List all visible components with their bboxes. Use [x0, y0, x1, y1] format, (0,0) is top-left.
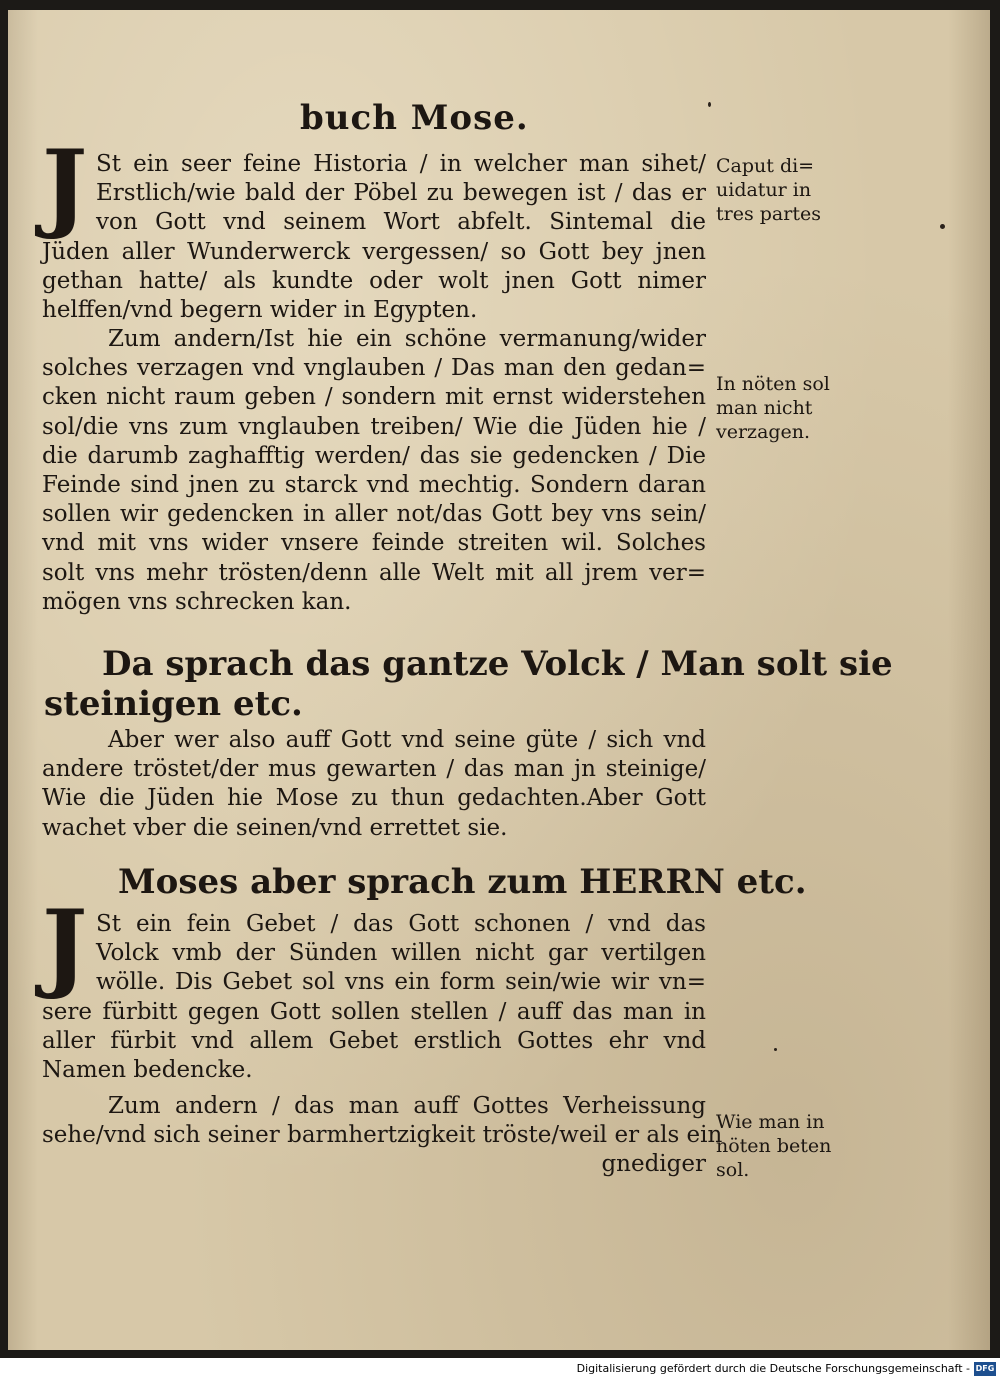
- dfg-logo-icon: DFG: [974, 1362, 996, 1376]
- text-line: Aber wer also auff Gott vnd seine güte / sich vnd: [108, 727, 706, 753]
- margin-note-line: In nöten sol: [716, 373, 830, 395]
- ink-speck: [774, 1048, 777, 1051]
- footer-credit: Digitalisierung gefördert durch die Deutsche Forschungsgemeinschaft -: [576, 1362, 970, 1375]
- margin-note-line: uidatur in: [716, 179, 812, 201]
- margin-note-line: nöten beten: [716, 1135, 832, 1157]
- paragraph: [42, 325, 706, 617]
- paragraph: [42, 726, 706, 843]
- catchword: gnediger: [601, 1151, 706, 1178]
- text-line: von Gott vnd seinem Wort abfelt. Sintemal die: [96, 209, 706, 236]
- text-line: solches verzagen vnd vnglauben / Das man den gedan=: [42, 355, 706, 382]
- text-line: wölle. Dis Gebet sol vns ein form sein/wie wir vn=: [96, 969, 706, 996]
- paragraph: [42, 150, 706, 325]
- text-line: Feinde sind jnen zu starck vnd mechtig. Sondern daran: [42, 471, 706, 498]
- text-line: sere fürbitt gegen Gott sollen stellen / auff das man in: [42, 998, 706, 1025]
- paragraph: [42, 910, 706, 1085]
- text-line: mögen vns schrecken kan.: [42, 588, 352, 615]
- ink-speck: [940, 224, 945, 229]
- text-line: sol/die vns zum vnglauben treiben/ Wie die Jüden hie /: [42, 413, 706, 440]
- drop-cap: J: [42, 129, 88, 242]
- book-page: [8, 10, 990, 1350]
- heading-line: steinigen etc.: [44, 684, 303, 724]
- text-line: St ein seer feine Historia / in welcher man sihet/: [96, 151, 706, 177]
- heading-line: Moses aber sprach zum HERRN etc.: [118, 862, 807, 902]
- digitization-footer: [0, 1358, 1000, 1381]
- section-heading: [118, 862, 807, 902]
- margin-note: [716, 1110, 846, 1182]
- text-line: gethan hatte/ als kundte oder wolt jnen Gott nimer: [42, 267, 706, 294]
- text-line: andere tröstet/der mus gewarten / das man jn steinige/: [42, 756, 706, 783]
- text-line: wachet vber die seinen/vnd errettet sie.: [42, 814, 508, 841]
- running-header: buch Mose.: [300, 98, 529, 138]
- margin-note-line: Wie man in: [716, 1111, 825, 1133]
- heading-line: Da sprach das gantze Volck / Man solt sie: [102, 644, 893, 684]
- margin-note-line: tres partes: [716, 203, 821, 225]
- margin-note-line: verzagen.: [716, 421, 811, 443]
- text-line: St ein fein Gebet / das Gott schonen / vnd das: [96, 911, 706, 937]
- text-line: helffen/vnd begern wider in Egypten.: [42, 296, 478, 323]
- text-line: Zum andern/Ist hie ein schöne vermanung/wider: [108, 326, 706, 352]
- text-line: Erstlich/wie bald der Pöbel zu bewegen ist / das er: [96, 180, 706, 207]
- margin-note-line: man nicht: [716, 397, 813, 419]
- drop-cap: J: [42, 889, 88, 1002]
- text-line: Jüden aller Wunderwerck vergessen/ so Gott bey jnen: [42, 238, 706, 265]
- margin-note: [716, 154, 846, 226]
- text-line: sollen wir gedencken in aller not/das Gott bey vns sein/: [42, 501, 706, 528]
- text-line: Volck vmb der Sünden willen nicht gar vertilgen: [96, 940, 706, 967]
- text-line: sehe/vnd sich seiner barmhertzigkeit tröste/weil er als ein: [42, 1122, 723, 1149]
- text-line: vnd mit vns wider vnsere feinde streiten wil. Solches: [42, 530, 706, 557]
- text-line: Zum andern / das man auff Gottes Verheissung: [108, 1093, 706, 1119]
- section-heading: [44, 644, 893, 724]
- text-line: Wie die Jüden hie Mose zu thun gedachten.Aber Gott: [42, 785, 706, 812]
- paragraph: [42, 1092, 723, 1180]
- ink-speck: [708, 102, 711, 107]
- text-line: die darumb zaghafftig werden/ das sie gedencken / Die: [42, 442, 706, 469]
- text-line: cken nicht raum geben / sondern mit ernst widerstehen: [42, 384, 706, 411]
- margin-note-line: Caput di=: [716, 155, 815, 177]
- text-line: aller fürbit vnd allem Gebet erstlich Gottes ehr vnd: [42, 1027, 706, 1054]
- text-line: solt vns mehr trösten/denn alle Welt mit all jrem ver=: [42, 559, 706, 586]
- text-line: Namen bedencke.: [42, 1056, 253, 1083]
- margin-note: [716, 372, 846, 444]
- margin-note-line: sol.: [716, 1159, 750, 1181]
